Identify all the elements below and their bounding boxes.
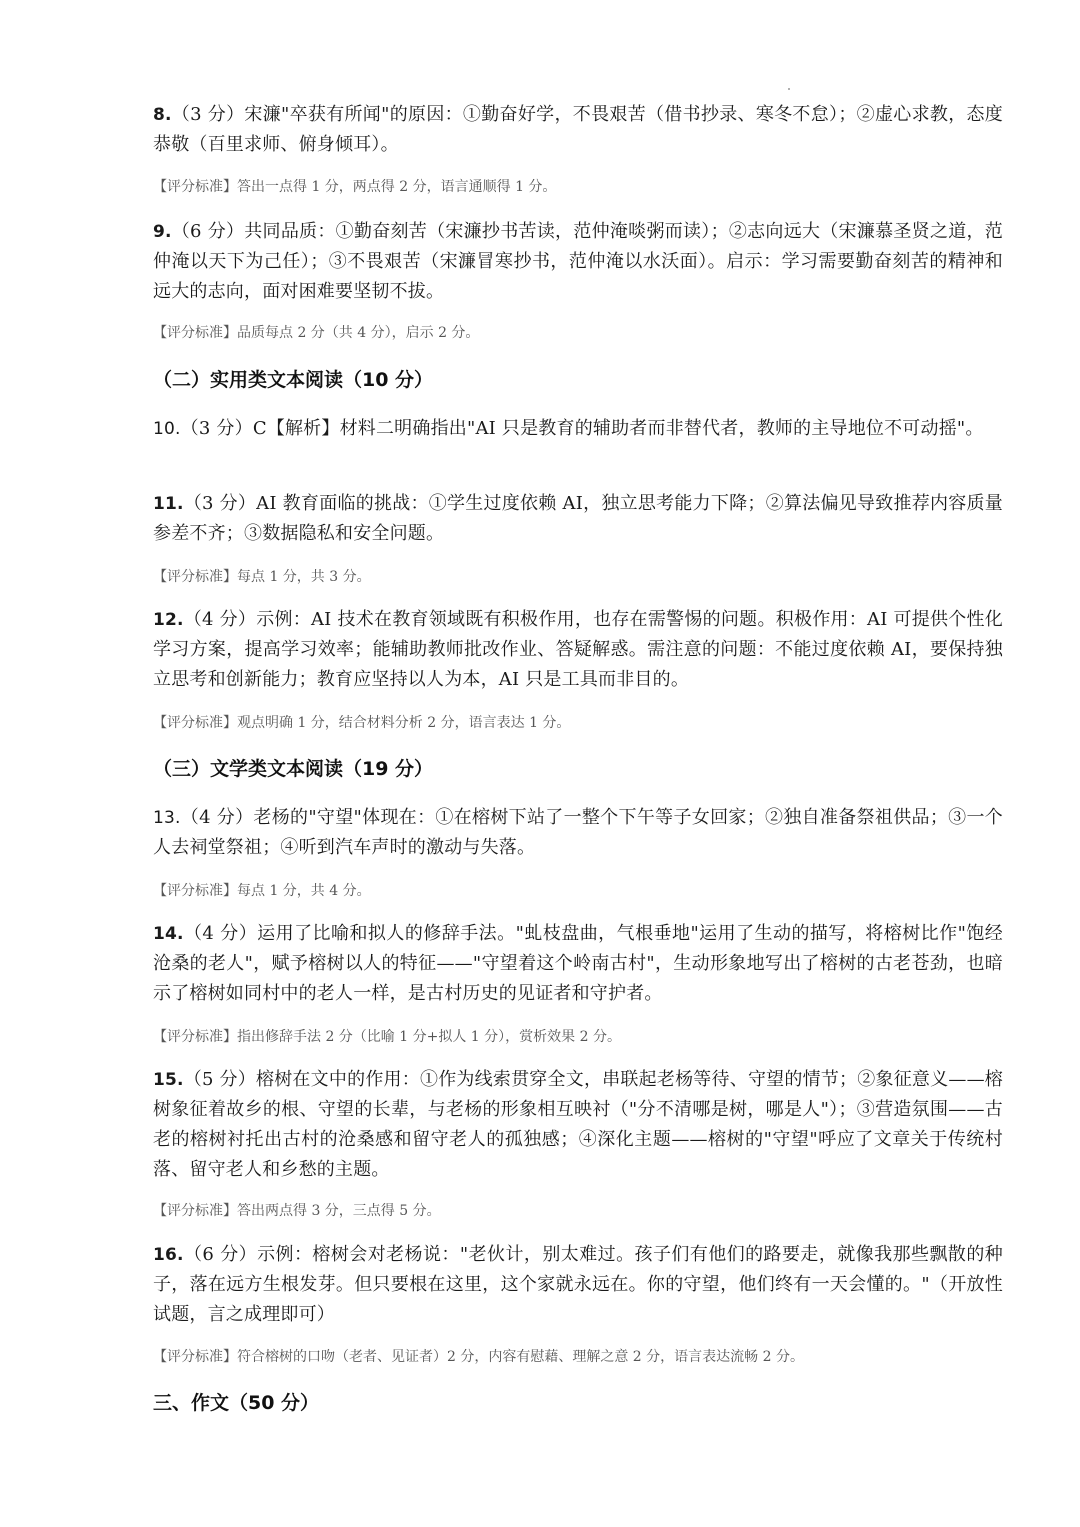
answer-text: （3 分）宋濂"卒获有所闻"的原因：①勤奋好学，不畏艰苦（借书抄录、寒冬不怠）；②虚心求教，态度恭敬（百里求师、俯身倾耳）。: [153, 104, 1003, 155]
scoring-criteria-11: 【评分标准】每点 1 分，共 3 分。: [153, 569, 371, 585]
answer-item-12: [153, 605, 1003, 695]
answer-item-8: [153, 100, 1003, 160]
answer-item-10: [153, 414, 1003, 444]
answer-text: （6 分）共同品质：①勤奋刻苦（宋濂抄书苦读，范仲淹啖粥而读）；②志向远大（宋濂慕圣贤之道，范仲淹以天下为己任）；③不畏艰苦（宋濂冒寒抄书，范仲淹以水沃面）。启示：学习需要勤奋刻苦的精神和远大的志向，面对困难要坚韧不拔。: [153, 221, 1003, 302]
answer-text: （3 分）AI 教育面临的挑战：①学生过度依赖 AI，独立思考能力下降；②算法偏见导致推荐内容质量参差不齐；③数据隐私和安全问题。: [153, 493, 1003, 544]
answer-text: （4 分）示例：AI 技术在教育领域既有积极作用，也存在需警惕的问题。积极作用：AI 可提供个性化学习方案，提高学习效率；能辅助教师批改作业、答疑解惑。需注意的问题：不能过度依赖 AI，要保持独立思考和创新能力；教育应坚持以人为本，AI 只是工具而非目的。: [153, 609, 1003, 690]
scoring-criteria-8: 【评分标准】答出一点得 1 分，两点得 2 分，语言通顺得 1 分。: [153, 179, 557, 195]
question-number: 13.: [153, 808, 181, 828]
question-number: 10.: [153, 419, 181, 439]
answer-text: （6 分）示例：榕树会对老杨说："老伙计，别太难过。孩子们有他们的路要走，就像我那些飘散的种子，落在远方生根发芽。但只要根在这里，这个家就永远在。你的守望，他们终有一天会懂的。"（开放性试题，言之成理即可）: [153, 1244, 1003, 1325]
scoring-criteria-9: 【评分标准】品质每点 2 分（共 4 分），启示 2 分。: [153, 325, 480, 341]
answer-item-14: [153, 919, 1003, 1009]
section-heading-literary-text: （三）文学类文本阅读（19 分）: [153, 758, 434, 780]
question-number: 16.: [153, 1245, 184, 1265]
section-heading-essay: 三、作文（50 分）: [153, 1392, 320, 1414]
answer-text: （4 分）老杨的"守望"体现在：①在榕树下站了一整个下午等子女回家；②独自准备祭祖供品；③一个人去祠堂祭祖；④听到汽车声时的激动与失落。: [153, 807, 1003, 858]
question-number: 9.: [153, 222, 172, 242]
section-heading-practical-text: （二）实用类文本阅读（10 分）: [153, 369, 434, 391]
answer-item-11: [153, 489, 1003, 549]
scoring-criteria-13: 【评分标准】每点 1 分，共 4 分。: [153, 883, 371, 899]
answer-item-15: [153, 1065, 1003, 1185]
scoring-criteria-12: 【评分标准】观点明确 1 分，结合材料分析 2 分，语言表达 1 分。: [153, 715, 571, 731]
answer-text: （5 分）榕树在文中的作用：①作为线索贯穿全文，串联起老杨等待、守望的情节；②象征意义——榕树象征着故乡的根、守望的长辈，与老杨的形象相互映衬（"分不清哪是树，哪是人"）；③营造氛围——古老的榕树衬托出古村的沧桑感和留守老人的孤独感；④深化主题——榕树的"守望"呼应了文章关于传统村落、留守老人和乡愁的主题。: [153, 1069, 1003, 1180]
answer-item-9: [153, 217, 1003, 307]
answer-text: （3 分）C【解析】材料二明确指出"AI 只是教育的辅助者而非替代者，教师的主导地位不可动摇"。: [180, 418, 984, 439]
question-number: 8.: [153, 105, 172, 125]
scan-speck: [788, 88, 790, 90]
answer-item-16: [153, 1240, 1003, 1330]
question-number: 11.: [153, 494, 184, 514]
question-number: 12.: [153, 610, 184, 630]
answer-item-13: [153, 803, 1003, 863]
answer-text: （4 分）运用了比喻和拟人的修辞手法。"虬枝盘曲，气根垂地"运用了生动的描写，将榕树比作"饱经沧桑的老人"，赋予榕树以人的特征——"守望着这个岭南古村"，生动形象地写出了榕树的古老苍劲，也暗示了榕树如同村中的老人一样，是古村历史的见证者和守护者。: [153, 923, 1003, 1004]
scoring-criteria-15: 【评分标准】答出两点得 3 分，三点得 5 分。: [153, 1203, 441, 1219]
scoring-criteria-14: 【评分标准】指出修辞手法 2 分（比喻 1 分+拟人 1 分），赏析效果 2 分。: [153, 1029, 621, 1045]
question-number: 14.: [153, 924, 184, 944]
question-number: 15.: [153, 1070, 184, 1090]
scoring-criteria-16: 【评分标准】符合榕树的口吻（老者、见证者）2 分，内容有慰藉、理解之意 2 分，语言表达流畅 2 分。: [153, 1349, 804, 1365]
